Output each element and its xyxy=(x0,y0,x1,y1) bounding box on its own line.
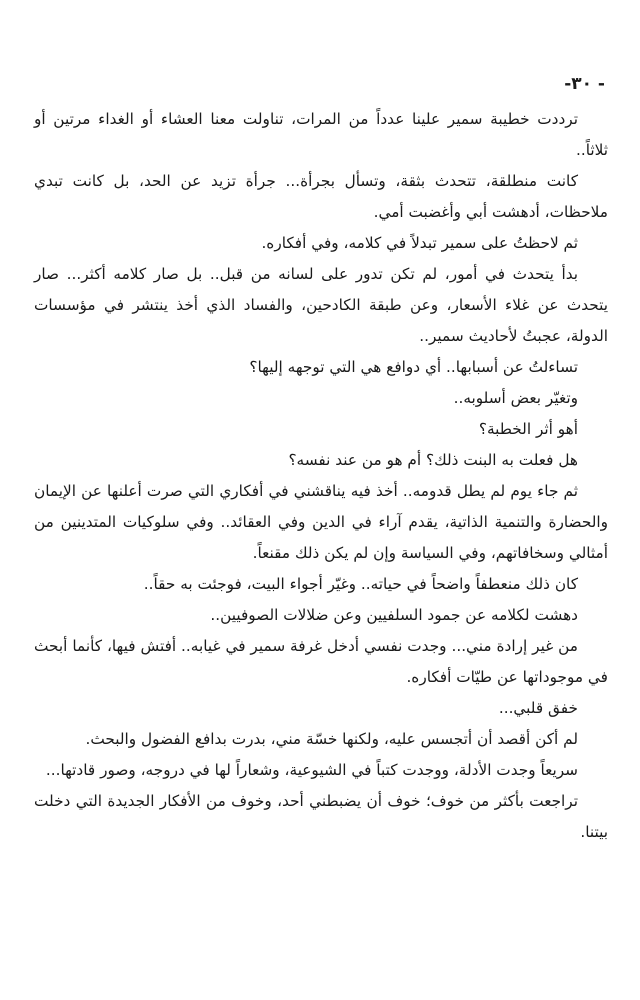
paragraph: ترددت خطيبة سمير علينا عدداً من المرات، تناولت معنا العشاء أو الغداء مرتين أو ثلاثاً.. xyxy=(34,110,608,159)
paragraph: تساءلتُ عن أسبابها.. أي دوافع هي التي توجهه إليها؟ xyxy=(249,358,578,376)
paragraph: هل فعلت به البنت ذلك؟ أم هو من عند نفسه؟ xyxy=(288,451,578,469)
paragraph: لم أكن أقصد أن أتجسس عليه، ولكنها خسّة مني، بدرت بدافع الفضول والبحث. xyxy=(85,730,578,748)
paragraph: من غير إرادة مني... وجدت نفسي أدخل غرفة سمير في غيابه.. أفتش فيها، كأنما أبحث في موجوداتها عن طيّات أفكاره. xyxy=(34,637,608,686)
paragraph: بدأ يتحدث في أمور، لم تكن تدور على لسانه من قبل.. بل صار كلامه أكثر... صار يتحدث عن غلاء الأسعار، وعن طبقة الكادحين، والفساد الذي أخذ ينتشر في مؤسسات الدولة، عجبتُ لأحاديث سمير.. xyxy=(34,265,608,345)
paragraph: وتغيّر بعض أسلوبه.. xyxy=(453,389,578,407)
paragraph: كان ذلك منعطفاً واضحاً في حياته.. وغيّر أجواء البيت، فوجئت به حقاً.. xyxy=(143,575,578,593)
page-body-text xyxy=(34,104,608,848)
paragraph: كانت منطلقة، تتحدث بثقة، وتسأل بجرأة... جرأة تزيد عن الحد، بل كانت تبدي ملاحظات، أدهشت أبي وأغضبت أمي. xyxy=(34,172,608,221)
paragraph: خفق قلبي... xyxy=(498,699,578,717)
page-number: - ٣٠- xyxy=(564,74,605,94)
paragraph: تراجعت بأكثر من خوف؛ خوف أن يضبطني أحد، وخوف من الأفكار الجديدة التي دخلت بيتنا. xyxy=(34,792,608,841)
paragraph: دهشت لكلامه عن جمود السلفيين وعن ضلالات الصوفيين.. xyxy=(210,606,578,624)
paragraph: ثم لاحظتُ على سمير تبدلاً في كلامه، وفي أفكاره. xyxy=(261,234,578,252)
paragraph: سريعاً وجدت الأدلة، ووجدت كتباً في الشيوعية، وشعاراً لها في دروجه، وصور قادتها... xyxy=(45,761,578,779)
paragraph: ثم جاء يوم لم يطل قدومه.. أخذ فيه يناقشني في أفكاري التي صرت أعلنها عن الإيمان والحضارة والتنمية الذاتية، يقدم آراء في الدين وفي العقائد.. وفي سلوكيات المتدينين من أمثالي وسخافاتهم، وفي السياسة وإن لم يكن ذلك مقنعاً. xyxy=(34,482,608,562)
paragraph: أهو أثر الخطبة؟ xyxy=(478,420,578,438)
